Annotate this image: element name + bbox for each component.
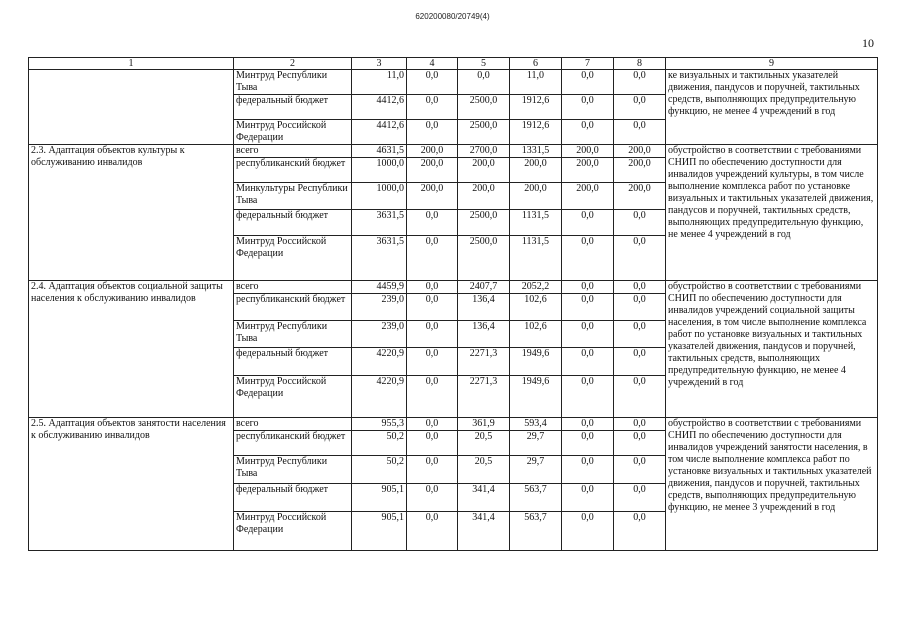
amount-cell: 4459,9 — [352, 281, 407, 294]
amount-cell: 200,0 — [562, 183, 614, 210]
amount-cell: 200,0 — [562, 145, 614, 158]
funding-source: Минтруд Республики Тыва — [234, 321, 352, 348]
amount-cell: 1131,5 — [510, 236, 562, 281]
amount-cell: 0,0 — [562, 376, 614, 418]
amount-cell: 2271,3 — [458, 348, 510, 376]
amount-cell: 1131,5 — [510, 210, 562, 236]
amount-cell: 0,0 — [407, 120, 458, 145]
amount-cell: 0,0 — [614, 376, 666, 418]
column-header: 1 — [29, 58, 234, 70]
amount-cell: 0,0 — [407, 321, 458, 348]
amount-cell: 200,0 — [407, 158, 458, 183]
amount-cell: 0,0 — [562, 348, 614, 376]
amount-cell: 1331,5 — [510, 145, 562, 158]
amount-cell: 200,0 — [614, 145, 666, 158]
amount-cell: 3631,5 — [352, 210, 407, 236]
expected-result: обустройство в соответствии с требованиями СНИП по обеспечению доступности для инвалидов учреждений занятости населения, в том числе выполнение комплекса работ по установке визуальных и тактильных указателей движения, пандусов и поручней, тактильных средств, выполняющих предупредительную функцию, не менее 3 учреждений в год — [666, 418, 878, 551]
amount-cell: 0,0 — [458, 70, 510, 95]
amount-cell: 29,7 — [510, 431, 562, 456]
amount-cell: 563,7 — [510, 484, 562, 512]
amount-cell: 200,0 — [614, 183, 666, 210]
amount-cell: 0,0 — [562, 484, 614, 512]
amount-cell: 4412,6 — [352, 120, 407, 145]
amount-cell: 200,0 — [510, 158, 562, 183]
amount-cell: 200,0 — [407, 183, 458, 210]
amount-cell: 136,4 — [458, 294, 510, 321]
amount-cell: 0,0 — [407, 95, 458, 120]
amount-cell: 4220,9 — [352, 348, 407, 376]
amount-cell: 905,1 — [352, 484, 407, 512]
amount-cell: 0,0 — [407, 431, 458, 456]
amount-cell: 50,2 — [352, 431, 407, 456]
amount-cell: 0,0 — [614, 236, 666, 281]
amount-cell: 2052,2 — [510, 281, 562, 294]
amount-cell: 0,0 — [562, 281, 614, 294]
amount-cell: 0,0 — [614, 512, 666, 551]
amount-cell: 0,0 — [407, 281, 458, 294]
document-id: 620200080/20749(4) — [415, 12, 490, 21]
amount-cell: 200,0 — [407, 145, 458, 158]
amount-cell: 0,0 — [407, 418, 458, 431]
amount-cell: 0,0 — [562, 95, 614, 120]
amount-cell: 0,0 — [407, 348, 458, 376]
amount-cell: 2271,3 — [458, 376, 510, 418]
amount-cell: 1949,6 — [510, 348, 562, 376]
amount-cell: 0,0 — [614, 294, 666, 321]
amount-cell: 2407,7 — [458, 281, 510, 294]
amount-cell: 29,7 — [510, 456, 562, 484]
amount-cell: 0,0 — [614, 281, 666, 294]
amount-cell: 0,0 — [562, 418, 614, 431]
funding-source: Минтруд Российской Федерации — [234, 120, 352, 145]
amount-cell: 20,5 — [458, 431, 510, 456]
table-row — [29, 281, 878, 294]
expected-result: ке визуальных и тактильных указателей движения, пандусов и поручней, тактильных средств, выполняющих предупредительную функцию, не менее 4 учреждений в год — [666, 70, 878, 145]
amount-cell: 0,0 — [407, 376, 458, 418]
amount-cell: 0,0 — [614, 484, 666, 512]
funding-source: федеральный бюджет — [234, 210, 352, 236]
funding-source: федеральный бюджет — [234, 95, 352, 120]
funding-source: Минкультуры Республики Тыва — [234, 183, 352, 210]
amount-cell: 4412,6 — [352, 95, 407, 120]
column-header: 7 — [562, 58, 614, 70]
funding-source: федеральный бюджет — [234, 484, 352, 512]
amount-cell: 0,0 — [407, 294, 458, 321]
funding-source: республиканский бюджет — [234, 158, 352, 183]
funding-source: Минтруд Российской Федерации — [234, 236, 352, 281]
funding-source: всего — [234, 418, 352, 431]
header-row — [29, 58, 878, 70]
amount-cell: 0,0 — [562, 70, 614, 95]
budget-table — [28, 57, 878, 551]
funding-source: Минтруд Российской Федерации — [234, 376, 352, 418]
column-header: 8 — [614, 58, 666, 70]
amount-cell: 2500,0 — [458, 236, 510, 281]
amount-cell: 0,0 — [562, 431, 614, 456]
amount-cell: 4631,5 — [352, 145, 407, 158]
amount-cell: 0,0 — [614, 210, 666, 236]
amount-cell: 200,0 — [510, 183, 562, 210]
column-header: 5 — [458, 58, 510, 70]
funding-source: всего — [234, 281, 352, 294]
amount-cell: 1912,6 — [510, 120, 562, 145]
column-header: 2 — [234, 58, 352, 70]
amount-cell: 0,0 — [562, 210, 614, 236]
amount-cell: 0,0 — [614, 456, 666, 484]
column-header: 3 — [352, 58, 407, 70]
column-header: 4 — [407, 58, 458, 70]
amount-cell: 3631,5 — [352, 236, 407, 281]
amount-cell: 593,4 — [510, 418, 562, 431]
table-row — [29, 145, 878, 158]
amount-cell: 0,0 — [614, 418, 666, 431]
amount-cell: 0,0 — [407, 70, 458, 95]
funding-source: федеральный бюджет — [234, 348, 352, 376]
funding-source: всего — [234, 145, 352, 158]
amount-cell: 955,3 — [352, 418, 407, 431]
amount-cell: 239,0 — [352, 321, 407, 348]
amount-cell: 200,0 — [458, 158, 510, 183]
amount-cell: 0,0 — [562, 120, 614, 145]
amount-cell: 2700,0 — [458, 145, 510, 158]
amount-cell: 0,0 — [407, 210, 458, 236]
funding-source: Минтруд Российской Федерации — [234, 512, 352, 551]
amount-cell: 102,6 — [510, 294, 562, 321]
table-row — [29, 418, 878, 431]
amount-cell: 200,0 — [458, 183, 510, 210]
amount-cell: 0,0 — [614, 431, 666, 456]
amount-cell: 0,0 — [407, 512, 458, 551]
measure-name: 2.3. Адаптация объектов культуры к обслуживанию инвалидов — [29, 145, 234, 281]
expected-result: обустройство в соответствии с требованиями СНИП по обеспечению доступности для инвалидов учреждений культуры, в том числе выполнение комплекса работ по установке визуальных и тактильных указателей движения, пандусов и поручней, тактильных средств, выполняющих предупредительную функцию, не менее 4 учреждений в год — [666, 145, 878, 281]
amount-cell: 200,0 — [614, 158, 666, 183]
amount-cell: 11,0 — [352, 70, 407, 95]
amount-cell: 361,9 — [458, 418, 510, 431]
amount-cell: 0,0 — [562, 321, 614, 348]
amount-cell: 341,4 — [458, 512, 510, 551]
amount-cell: 0,0 — [407, 484, 458, 512]
expected-result: обустройство в соответствии с требованиями СНИП по обеспечению доступности для инвалидов учреждений социальной защиты населения, в том числе выполнение комплекса работ по установке визуальных и тактильных указателей движения, пандусов и поручней, тактильных средств, выполняющих предупредительную функцию, не менее 4 учреждений в год — [666, 281, 878, 418]
amount-cell: 0,0 — [407, 456, 458, 484]
funding-source: республиканский бюджет — [234, 294, 352, 321]
amount-cell: 136,4 — [458, 321, 510, 348]
amount-cell: 0,0 — [614, 70, 666, 95]
amount-cell: 20,5 — [458, 456, 510, 484]
amount-cell: 563,7 — [510, 512, 562, 551]
amount-cell: 2500,0 — [458, 210, 510, 236]
amount-cell: 1949,6 — [510, 376, 562, 418]
funding-source: Минтруд Республики Тыва — [234, 456, 352, 484]
amount-cell: 4220,9 — [352, 376, 407, 418]
amount-cell: 0,0 — [562, 236, 614, 281]
amount-cell: 0,0 — [562, 294, 614, 321]
amount-cell: 1000,0 — [352, 158, 407, 183]
amount-cell: 1000,0 — [352, 183, 407, 210]
amount-cell: 0,0 — [614, 348, 666, 376]
amount-cell: 2500,0 — [458, 120, 510, 145]
amount-cell: 11,0 — [510, 70, 562, 95]
amount-cell: 341,4 — [458, 484, 510, 512]
amount-cell: 0,0 — [614, 120, 666, 145]
amount-cell: 0,0 — [614, 95, 666, 120]
amount-cell: 1912,6 — [510, 95, 562, 120]
amount-cell: 2500,0 — [458, 95, 510, 120]
amount-cell: 0,0 — [562, 512, 614, 551]
amount-cell: 50,2 — [352, 456, 407, 484]
column-header: 9 — [666, 58, 878, 70]
amount-cell: 102,6 — [510, 321, 562, 348]
page-number: 10 — [862, 36, 874, 50]
measure-name — [29, 70, 234, 145]
funding-source: республиканский бюджет — [234, 431, 352, 456]
amount-cell: 0,0 — [614, 321, 666, 348]
amount-cell: 200,0 — [562, 158, 614, 183]
measure-name: 2.5. Адаптация объектов занятости населения к обслуживанию инвалидов — [29, 418, 234, 551]
amount-cell: 0,0 — [562, 456, 614, 484]
table-row — [29, 70, 878, 95]
measure-name: 2.4. Адаптация объектов социальной защиты населения к обслуживанию инвалидов — [29, 281, 234, 418]
funding-source: Минтруд Республики Тыва — [234, 70, 352, 95]
amount-cell: 239,0 — [352, 294, 407, 321]
amount-cell: 905,1 — [352, 512, 407, 551]
column-header: 6 — [510, 58, 562, 70]
amount-cell: 0,0 — [407, 236, 458, 281]
